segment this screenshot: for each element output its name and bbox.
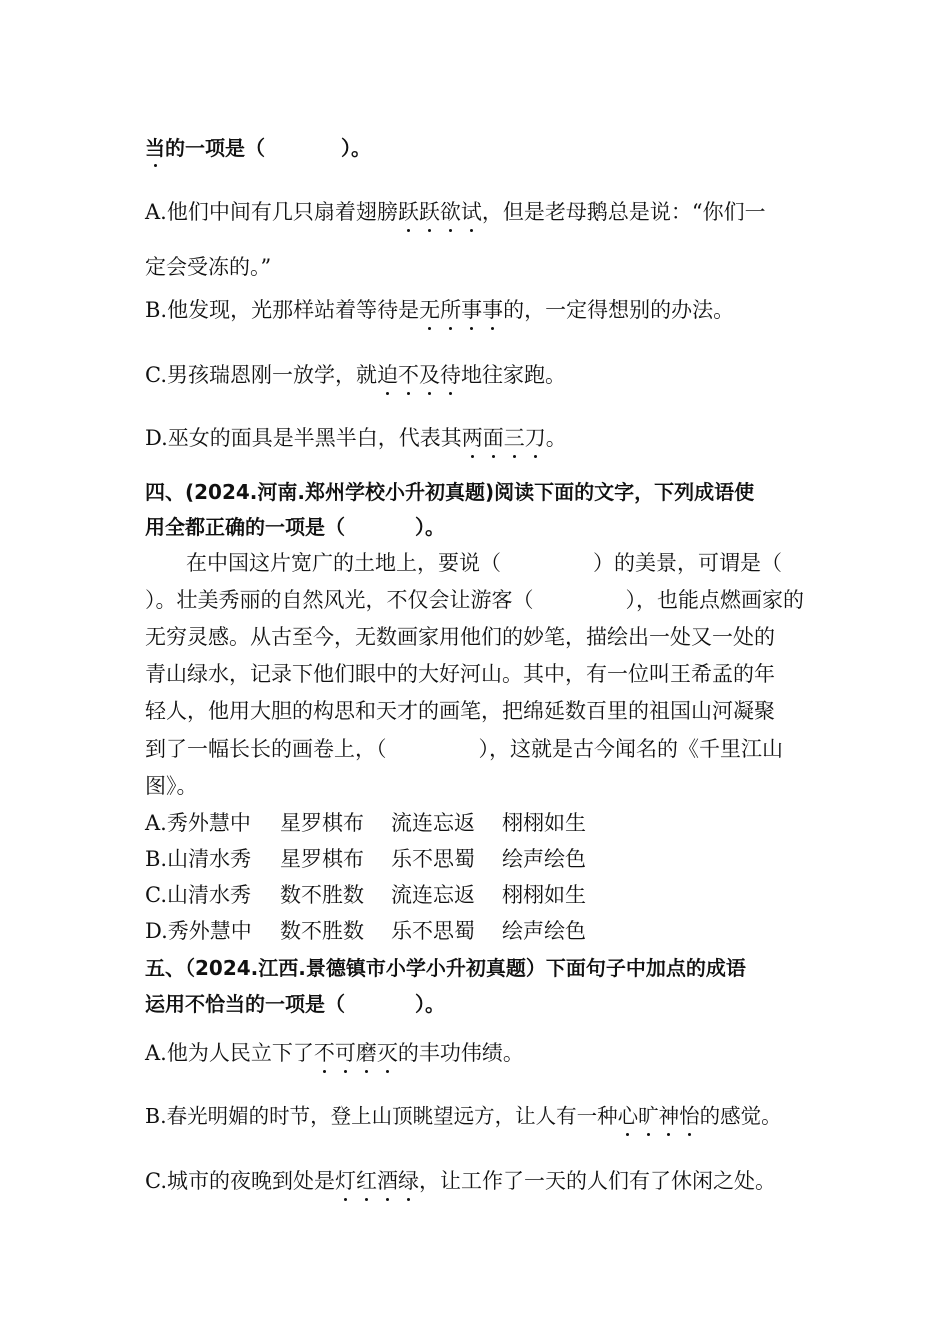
q5-option-b[interactable]: B.春光明媚的时节，登上山顶眺望远方，让人有一种心旷神怡的感觉。	[145, 1104, 782, 1128]
dotted-char: 灯	[335, 1169, 356, 1193]
dotted-char: 三	[503, 426, 525, 450]
dotted-idiom	[335, 1169, 419, 1193]
dotted-idiom	[377, 363, 461, 387]
q3-header: 当的一项是（ ）。	[145, 136, 371, 160]
q3-option-b[interactable]: B.他发现，光那样站着等待是无所事事的，一定得想别的办法。	[145, 298, 735, 322]
dotted-char: 事	[461, 298, 483, 322]
dotted-idiom	[398, 200, 482, 224]
dotted-char: 无	[419, 298, 441, 322]
dotted-char: 跃	[397, 200, 419, 224]
q5-title-line-2: 运用不恰当的一项是（ ）。	[145, 992, 445, 1016]
q4-passage-line-2: ）。壮美秀丽的自然风光，不仅会让游客（ ），也能点燃画家的	[145, 588, 804, 612]
q4-passage-line-3: 无穷灵感。从古至今，无数画家用他们的妙笔，描绘出一处又一处的	[145, 625, 775, 649]
dotted-idiom	[618, 1104, 700, 1128]
q4-option-d[interactable]: D.秀外慧中 数不胜数 乐不思蜀 绘声绘色	[145, 919, 586, 943]
dotted-char: 旷	[638, 1104, 659, 1128]
dotted-char: 刀	[524, 426, 546, 450]
dotted-idiom	[314, 1041, 398, 1065]
dotted-char: 所	[440, 298, 462, 322]
q3-header-dotted-char: 当	[145, 136, 165, 160]
dotted-char: 怡	[679, 1104, 700, 1128]
dotted-char: 迫	[377, 363, 398, 387]
dotted-char: 酒	[377, 1169, 398, 1193]
dotted-char: 事	[482, 298, 504, 322]
dotted-char: 磨	[355, 1041, 377, 1065]
q5-option-c[interactable]: C.城市的夜晚到处是灯红酒绿，让工作了一天的人们有了休闲之处。	[145, 1169, 776, 1193]
q4-passage-line-6: 到了一幅长长的画卷上，（ ），这就是古今闻名的《千里江山	[145, 737, 783, 761]
q4-title-line-2: 用全都正确的一项是（ ）。	[145, 515, 445, 539]
dotted-char: 心	[617, 1104, 639, 1128]
q4-passage-line-4: 青山绿水，记录下他们眼中的大好河山。其中，有一位叫王希孟的年	[145, 662, 775, 686]
dotted-char: 绿	[398, 1169, 419, 1193]
dotted-idiom	[462, 426, 546, 450]
dotted-char: 试	[460, 200, 482, 224]
q4-option-a[interactable]: A.秀外慧中 星罗棋布 流连忘返 栩栩如生	[145, 811, 586, 835]
q4-passage-line-1: 在中国这片宽广的土地上，要说（ ）的美景，可谓是（	[186, 551, 782, 575]
q4-option-c[interactable]: C.山清水秀 数不胜数 流连忘返 栩栩如生	[145, 883, 586, 907]
q3-option-d[interactable]: D.巫女的面具是半黑半白，代表其两面三刀。	[145, 426, 567, 450]
dotted-char: 不	[313, 1041, 335, 1065]
q3-option-a-continued: 定会受冻的。”	[145, 255, 272, 279]
dotted-char: 跃	[418, 200, 440, 224]
dotted-char: 两	[461, 426, 483, 450]
dotted-idiom	[419, 298, 503, 322]
dotted-char: 可	[334, 1041, 356, 1065]
q5-title-line-1: 五、（2024.江西.景德镇市小学小升初真题）下面句子中加点的成语	[145, 956, 746, 980]
q3-option-a[interactable]: A.他们中间有几只扇着翅膀跃跃欲试，但是老母鹅总是说：“你们一	[145, 200, 766, 224]
dotted-char: 面	[482, 426, 504, 450]
q4-title-line-1: 四、(2024.河南.郑州学校小升初真题)阅读下面的文字，下列成语使	[145, 480, 755, 504]
dotted-char: 及	[419, 363, 440, 387]
q3-option-c[interactable]: C.男孩瑞恩刚一放学，就迫不及待地往家跑。	[145, 363, 566, 387]
dotted-char: 神	[658, 1104, 680, 1128]
q5-option-a[interactable]: A.他为人民立下了不可磨灭的丰功伟绩。	[145, 1041, 524, 1065]
dotted-char: 不	[398, 363, 419, 387]
dotted-char: 灭	[376, 1041, 398, 1065]
dotted-char: 待	[440, 363, 461, 387]
q4-option-b[interactable]: B.山清水秀 星罗棋布 乐不思蜀 绘声绘色	[145, 847, 586, 871]
q4-passage-line-5: 轻人，他用大胆的构思和天才的画笔，把绵延数百里的祖国山河凝聚	[145, 699, 775, 723]
q4-passage-line-7: 图》。	[145, 774, 198, 798]
dotted-char: 红	[356, 1169, 377, 1193]
dotted-char: 欲	[439, 200, 461, 224]
